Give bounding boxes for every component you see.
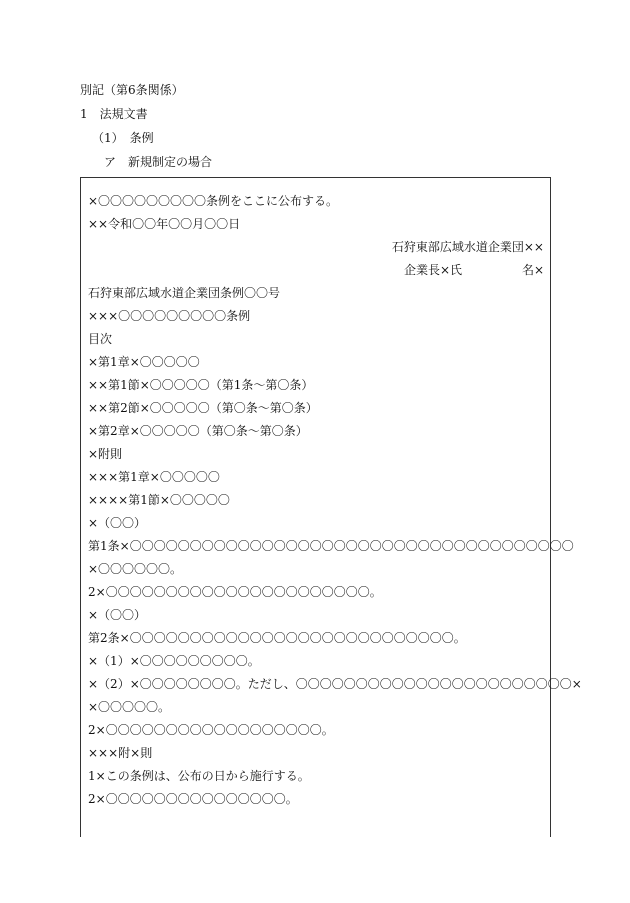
toc-line: ×附則 [88,447,123,461]
article-text-continued: ×〇〇〇〇〇〇。 [88,562,183,576]
toc-line: ××第2節×〇〇〇〇〇（第〇条～第〇条） [88,401,318,415]
signatory-name-suffix: 名× [521,263,544,277]
supplementary-provision-text: 1×この条例は、公布の日から施行する。 [88,769,310,783]
document-annex-title: 別記（第6条関係） [80,83,184,97]
paragraph-text: 2×〇〇〇〇〇〇〇〇〇〇〇〇〇〇〇〇〇〇。 [88,723,334,737]
supplementary-provision-text: 2×〇〇〇〇〇〇〇〇〇〇〇〇〇〇〇。 [88,792,298,806]
promulgation-date: ××令和〇〇年〇〇月〇〇日 [88,217,241,231]
item-text-continued: ×〇〇〇〇〇。 [88,700,171,714]
ordinance-title: ×××〇〇〇〇〇〇〇〇〇条例 [88,309,251,323]
item-text: ×（2）×〇〇〇〇〇〇〇〇。ただし、〇〇〇〇〇〇〇〇〇〇〇〇〇〇〇〇〇〇〇〇〇〇〇× [88,677,582,691]
toc-line: ×第1章×〇〇〇〇〇 [88,355,200,369]
chapter-heading: ×××第1章×〇〇〇〇〇 [88,470,220,484]
paragraph-text: 2×〇〇〇〇〇〇〇〇〇〇〇〇〇〇〇〇〇〇〇〇〇〇。 [88,585,382,599]
article-text: 第2条×〇〇〇〇〇〇〇〇〇〇〇〇〇〇〇〇〇〇〇〇〇〇〇〇〇〇〇。 [88,631,466,645]
toc-line: ××第1節×〇〇〇〇〇（第1条～第〇条） [88,378,314,392]
article-caption: ×（〇〇） [88,608,147,622]
toc-line: ×第2章×〇〇〇〇〇（第〇条～第〇条） [88,424,308,438]
supplementary-provisions-heading: ×××附×則 [88,746,153,760]
promulgation-statement: ×〇〇〇〇〇〇〇〇〇条例をここに公布する。 [88,194,339,208]
item-heading: ア 新規制定の場合 [104,155,213,169]
section-heading: 1 法規文書 [80,107,148,121]
ordinance-number: 石狩東部広域水道企業団条例〇〇号 [88,286,281,300]
section-heading-line: ××××第1節×〇〇〇〇〇 [88,493,230,507]
article-text: 第1条×〇〇〇〇〇〇〇〇〇〇〇〇〇〇〇〇〇〇〇〇〇〇〇〇〇〇〇〇〇〇〇〇〇〇〇〇〇 [88,539,574,553]
item-text: ×（1）×〇〇〇〇〇〇〇〇〇。 [88,654,260,668]
organization-name: 石狩東部広域水道企業団×× [391,240,544,254]
toc-heading: 目次 [88,332,113,346]
article-caption: ×（〇〇） [88,516,147,530]
signatory-position: 企業長×氏 [404,263,463,277]
subsection-heading: （1） 条例 [92,131,154,145]
